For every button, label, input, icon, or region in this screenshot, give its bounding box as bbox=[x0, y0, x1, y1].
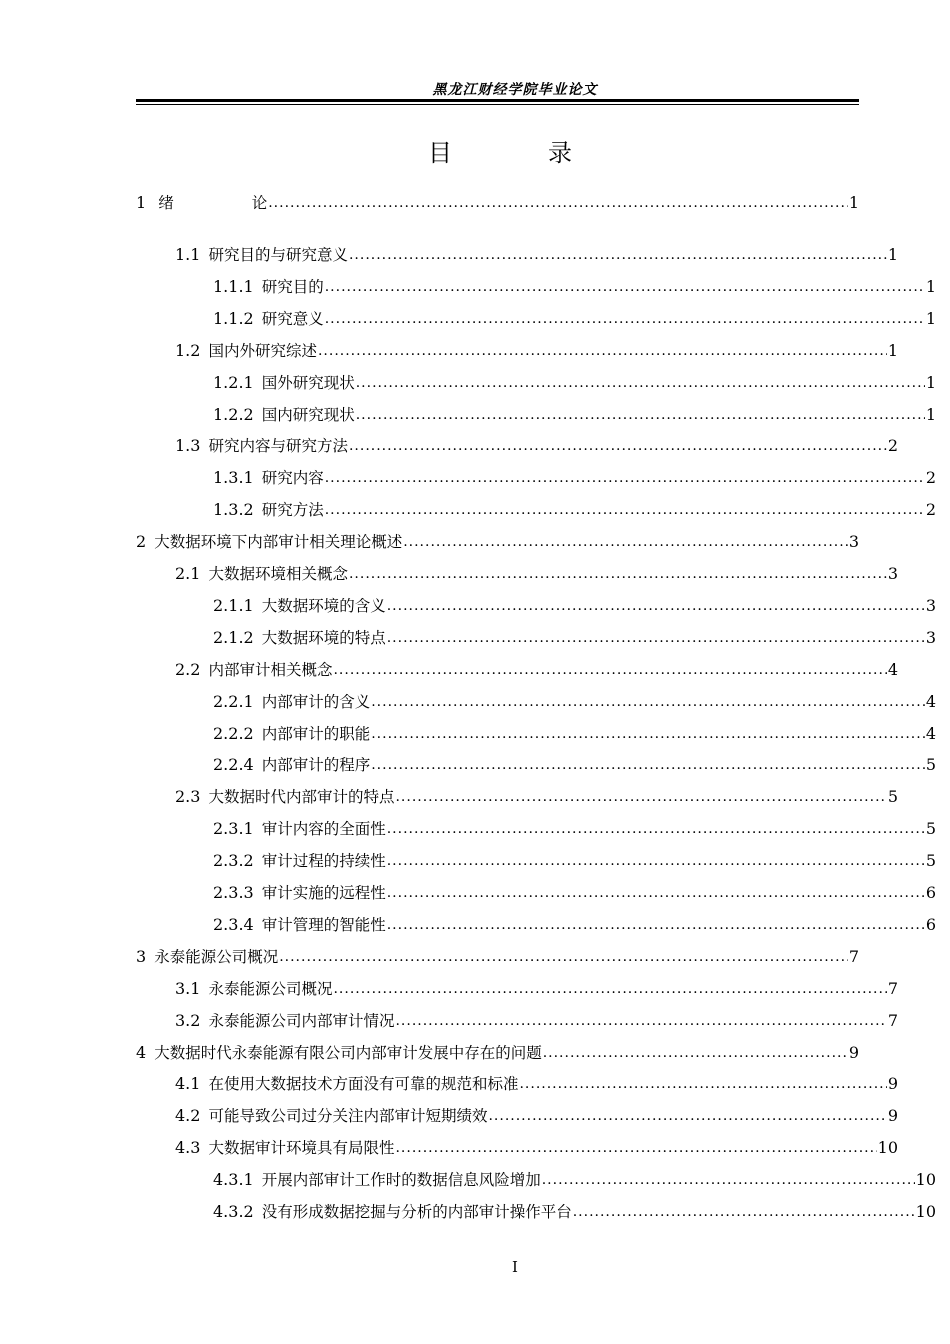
toc-entry[interactable] bbox=[136, 753, 936, 777]
toc-entry-page: 2 bbox=[925, 468, 936, 488]
toc-entry-label: 没有形成数据挖掘与分析的内部审计操作平台 bbox=[261, 1203, 572, 1221]
toc-dot-leader bbox=[542, 1168, 915, 1192]
toc-entry-number: 3.2 bbox=[175, 1010, 201, 1030]
toc-entry-label: 审计过程的持续性 bbox=[261, 852, 386, 871]
toc-entry-page: 3 bbox=[925, 627, 936, 647]
toc-entry-label: 在使用大数据技术方面没有可靠的规范和标准 bbox=[208, 1075, 519, 1094]
toc-entry-page: 3 bbox=[887, 564, 898, 583]
toc-entry-number: 2.1.1 bbox=[213, 595, 254, 615]
toc-dot-leader bbox=[325, 466, 925, 490]
toc-entry-number: 2.3 bbox=[175, 787, 201, 807]
running-header: 黑龙江财经学院毕业论文 bbox=[432, 82, 598, 98]
toc-dot-leader bbox=[268, 191, 848, 215]
toc-entry-page: 7 bbox=[848, 946, 859, 966]
toc-dot-leader bbox=[356, 371, 925, 395]
toc-entry-number: 1.1.2 bbox=[213, 308, 254, 328]
toc-dot-leader bbox=[387, 849, 925, 873]
toc-entry-page: 9 bbox=[887, 1074, 898, 1094]
toc-dot-leader bbox=[573, 1200, 915, 1224]
toc-dot-leader bbox=[325, 275, 925, 299]
toc-entry[interactable] bbox=[136, 1041, 859, 1065]
toc-dot-leader bbox=[349, 434, 887, 458]
toc-entry[interactable] bbox=[136, 498, 936, 522]
toc-dot-leader bbox=[349, 243, 887, 267]
toc-dot-leader bbox=[395, 1136, 876, 1160]
toc-entry-label: 大数据时代永泰能源有限公司内部审计发展中存在的问题 bbox=[154, 1043, 542, 1062]
toc-entry-label: 大数据环境下内部审计相关理论概述 bbox=[154, 533, 403, 552]
header-rule-thin bbox=[136, 104, 859, 105]
toc-dot-leader bbox=[543, 1041, 848, 1065]
toc-dot-leader bbox=[318, 339, 887, 363]
toc-entry-page: 7 bbox=[887, 1010, 898, 1030]
toc-entry-number: 2.1.2 bbox=[213, 627, 254, 647]
toc-entry-number: 1.3.1 bbox=[213, 468, 254, 488]
toc-entry-number: 1 bbox=[136, 193, 147, 212]
toc-entry-page: 5 bbox=[925, 819, 936, 839]
toc-entry-label: 绪 论 bbox=[158, 194, 268, 212]
toc-entry-label: 研究目的 bbox=[261, 277, 324, 296]
toc-entry[interactable] bbox=[136, 945, 859, 969]
toc-entry[interactable] bbox=[136, 1009, 898, 1033]
toc-entry-number: 1.1 bbox=[175, 245, 201, 264]
toc-entry-label: 审计实施的远程性 bbox=[261, 884, 386, 902]
toc-entry-page: 1 bbox=[925, 404, 936, 424]
toc-entry-page: 6 bbox=[925, 914, 936, 934]
toc-entry-label: 大数据环境相关概念 bbox=[208, 565, 348, 583]
toc-entry[interactable] bbox=[136, 339, 898, 363]
toc-dot-leader bbox=[279, 945, 848, 969]
toc-entry-number: 2.1 bbox=[175, 564, 201, 583]
toc-dot-leader bbox=[325, 498, 925, 522]
toc-entry[interactable] bbox=[136, 1168, 936, 1192]
toc-entry-page: 5 bbox=[887, 787, 898, 807]
toc-entry-label: 永泰能源公司概况 bbox=[154, 947, 279, 966]
toc-entry-page: 9 bbox=[887, 1106, 898, 1126]
toc-entry[interactable] bbox=[136, 530, 859, 554]
toc-entry[interactable] bbox=[136, 690, 936, 714]
toc-entry[interactable] bbox=[136, 1200, 936, 1224]
toc-entry-number: 1.3.2 bbox=[213, 500, 254, 520]
toc-entry-page: 4 bbox=[925, 691, 936, 711]
toc-entry-page: 10 bbox=[877, 1138, 898, 1158]
toc-dot-leader bbox=[403, 530, 848, 554]
toc-entry-number: 1.2.2 bbox=[213, 404, 254, 424]
toc-entry[interactable] bbox=[136, 275, 936, 299]
toc-entry-page: 1 bbox=[887, 245, 898, 264]
toc-entry-label: 永泰能源公司内部审计情况 bbox=[208, 1011, 395, 1030]
toc-entry-number: 1.3 bbox=[175, 436, 201, 456]
toc-entry-page: 3 bbox=[925, 595, 936, 615]
toc-title bbox=[0, 133, 950, 168]
toc-entry-label: 审计内容的全面性 bbox=[261, 820, 386, 839]
toc-entry[interactable] bbox=[136, 722, 936, 746]
toc-entry-number: 2 bbox=[136, 532, 147, 552]
toc-dot-leader bbox=[325, 307, 925, 331]
toc-entry-page: 7 bbox=[887, 978, 898, 998]
toc-entry[interactable] bbox=[136, 1136, 898, 1160]
toc-entry-number: 4.3 bbox=[175, 1138, 201, 1158]
toc-entry[interactable] bbox=[136, 434, 898, 458]
toc-dot-leader bbox=[387, 881, 925, 905]
toc-entry-page: 4 bbox=[925, 723, 936, 743]
toc-entry-number: 4 bbox=[136, 1042, 147, 1062]
toc-dot-leader bbox=[488, 1104, 886, 1128]
toc-dot-leader bbox=[349, 562, 887, 586]
toc-dot-leader bbox=[387, 594, 925, 618]
toc-entry-number: 2.3.1 bbox=[213, 819, 254, 839]
toc-entry[interactable] bbox=[136, 594, 936, 618]
toc-entry-number: 3 bbox=[136, 946, 147, 966]
toc-entry-number: 1.2.1 bbox=[213, 372, 254, 392]
toc-entry-page: 10 bbox=[915, 1202, 936, 1221]
toc-entry-label: 开展内部审计工作时的数据信息风险增加 bbox=[261, 1171, 541, 1190]
toc-entry[interactable] bbox=[136, 913, 936, 937]
toc-entry[interactable] bbox=[136, 243, 898, 267]
toc-entry-page: 5 bbox=[925, 755, 936, 775]
toc-entry-label: 研究意义 bbox=[261, 309, 324, 328]
toc-entry[interactable] bbox=[136, 626, 936, 650]
toc-entry-number: 1.1.1 bbox=[213, 276, 254, 296]
toc-entry-page: 1 bbox=[848, 193, 859, 212]
toc-entry-number: 3.1 bbox=[175, 978, 201, 998]
toc-dot-leader bbox=[387, 913, 925, 937]
toc-entry-number: 4.3.2 bbox=[213, 1202, 254, 1221]
toc-entry-number: 2.3.3 bbox=[213, 883, 254, 902]
toc-title-left: 目 bbox=[428, 139, 452, 167]
header-rule-thick bbox=[136, 99, 859, 102]
toc-entry[interactable] bbox=[136, 977, 898, 1001]
toc-entry-label: 审计管理的智能性 bbox=[261, 915, 386, 934]
toc-entry-page: 10 bbox=[915, 1170, 936, 1190]
toc-entry-number: 2.2.2 bbox=[213, 723, 254, 743]
toc-entry-label: 研究目的与研究意义 bbox=[208, 246, 348, 264]
toc-entry-number: 1.2 bbox=[175, 340, 201, 360]
toc-entry-number: 4.2 bbox=[175, 1106, 201, 1126]
toc-entry-label: 永泰能源公司概况 bbox=[208, 979, 333, 998]
toc-entry-label: 国内外研究综述 bbox=[208, 341, 317, 360]
toc-entry[interactable] bbox=[136, 562, 898, 586]
toc-dot-leader bbox=[395, 1009, 886, 1033]
toc-dot-leader bbox=[333, 977, 886, 1001]
toc-entry-label: 研究内容 bbox=[261, 469, 324, 488]
toc-entry[interactable] bbox=[136, 658, 898, 682]
toc-entry[interactable] bbox=[136, 307, 936, 331]
toc-entry-number: 4.3.1 bbox=[213, 1170, 254, 1190]
toc-title-right: 录 bbox=[548, 139, 572, 167]
toc-dot-leader bbox=[356, 403, 925, 427]
toc-entry-number: 2.3.4 bbox=[213, 914, 254, 934]
toc-entry-label: 研究内容与研究方法 bbox=[208, 437, 348, 456]
toc-entry[interactable] bbox=[136, 371, 936, 395]
toc-entry[interactable] bbox=[136, 403, 936, 427]
toc-entry-page: 1 bbox=[925, 276, 936, 296]
toc-entry[interactable] bbox=[136, 849, 936, 873]
toc-entry-label: 大数据时代内部审计的特点 bbox=[208, 788, 395, 807]
toc-entry-page: 6 bbox=[925, 883, 936, 902]
toc-entry-number: 2.2.4 bbox=[213, 755, 254, 775]
toc-entry-label: 内部审计的职能 bbox=[261, 724, 371, 743]
toc-dot-leader bbox=[387, 626, 925, 650]
toc-entry-page: 1 bbox=[925, 308, 936, 328]
toc-entry-page: 9 bbox=[848, 1042, 859, 1062]
toc-entry-label: 大数据环境的含义 bbox=[261, 596, 386, 615]
toc-dot-leader bbox=[371, 753, 925, 777]
toc-entry-page: 5 bbox=[925, 851, 936, 871]
toc-entry-label: 研究方法 bbox=[261, 501, 324, 520]
toc-entry-label: 内部审计的含义 bbox=[261, 692, 371, 711]
toc-entry[interactable] bbox=[136, 1072, 898, 1096]
toc-entry-label: 大数据环境的特点 bbox=[261, 628, 386, 647]
toc-entry-label: 内部审计相关概念 bbox=[208, 660, 333, 679]
toc-dot-leader bbox=[395, 785, 886, 809]
toc-entry-number: 2.3.2 bbox=[213, 851, 254, 871]
toc-entry-page: 1 bbox=[887, 340, 898, 360]
toc-entry-label: 可能导致公司过分关注内部审计短期绩效 bbox=[208, 1107, 488, 1126]
toc-entry[interactable] bbox=[136, 191, 859, 215]
toc-entry-page: 2 bbox=[887, 436, 898, 456]
toc-entry-number: 2.2.1 bbox=[213, 691, 254, 711]
toc-entry-number: 2.2 bbox=[175, 659, 201, 679]
toc-entry-label: 内部审计的程序 bbox=[261, 756, 371, 775]
toc-entry-number: 4.1 bbox=[175, 1074, 201, 1094]
toc-dot-leader bbox=[387, 817, 925, 841]
toc-entry[interactable] bbox=[136, 785, 898, 809]
page-number: I bbox=[512, 1258, 518, 1276]
toc-dot-leader bbox=[371, 690, 925, 714]
toc-entry-label: 国外研究现状 bbox=[261, 373, 355, 392]
toc-dot-leader bbox=[519, 1072, 886, 1096]
toc-entry-page: 1 bbox=[925, 372, 936, 392]
toc-entry-page: 3 bbox=[848, 532, 859, 552]
toc-entry-label: 大数据审计环境具有局限性 bbox=[208, 1139, 395, 1158]
toc-dot-leader bbox=[333, 658, 886, 682]
toc-entry[interactable] bbox=[136, 817, 936, 841]
toc-entry-page: 4 bbox=[887, 659, 898, 679]
toc-dot-leader bbox=[371, 722, 925, 746]
toc-entry[interactable] bbox=[136, 466, 936, 490]
toc-entry[interactable] bbox=[136, 881, 936, 905]
toc-entry-label: 国内研究现状 bbox=[261, 405, 355, 424]
toc-entry[interactable] bbox=[136, 1104, 898, 1128]
toc-entry-page: 2 bbox=[925, 500, 936, 520]
